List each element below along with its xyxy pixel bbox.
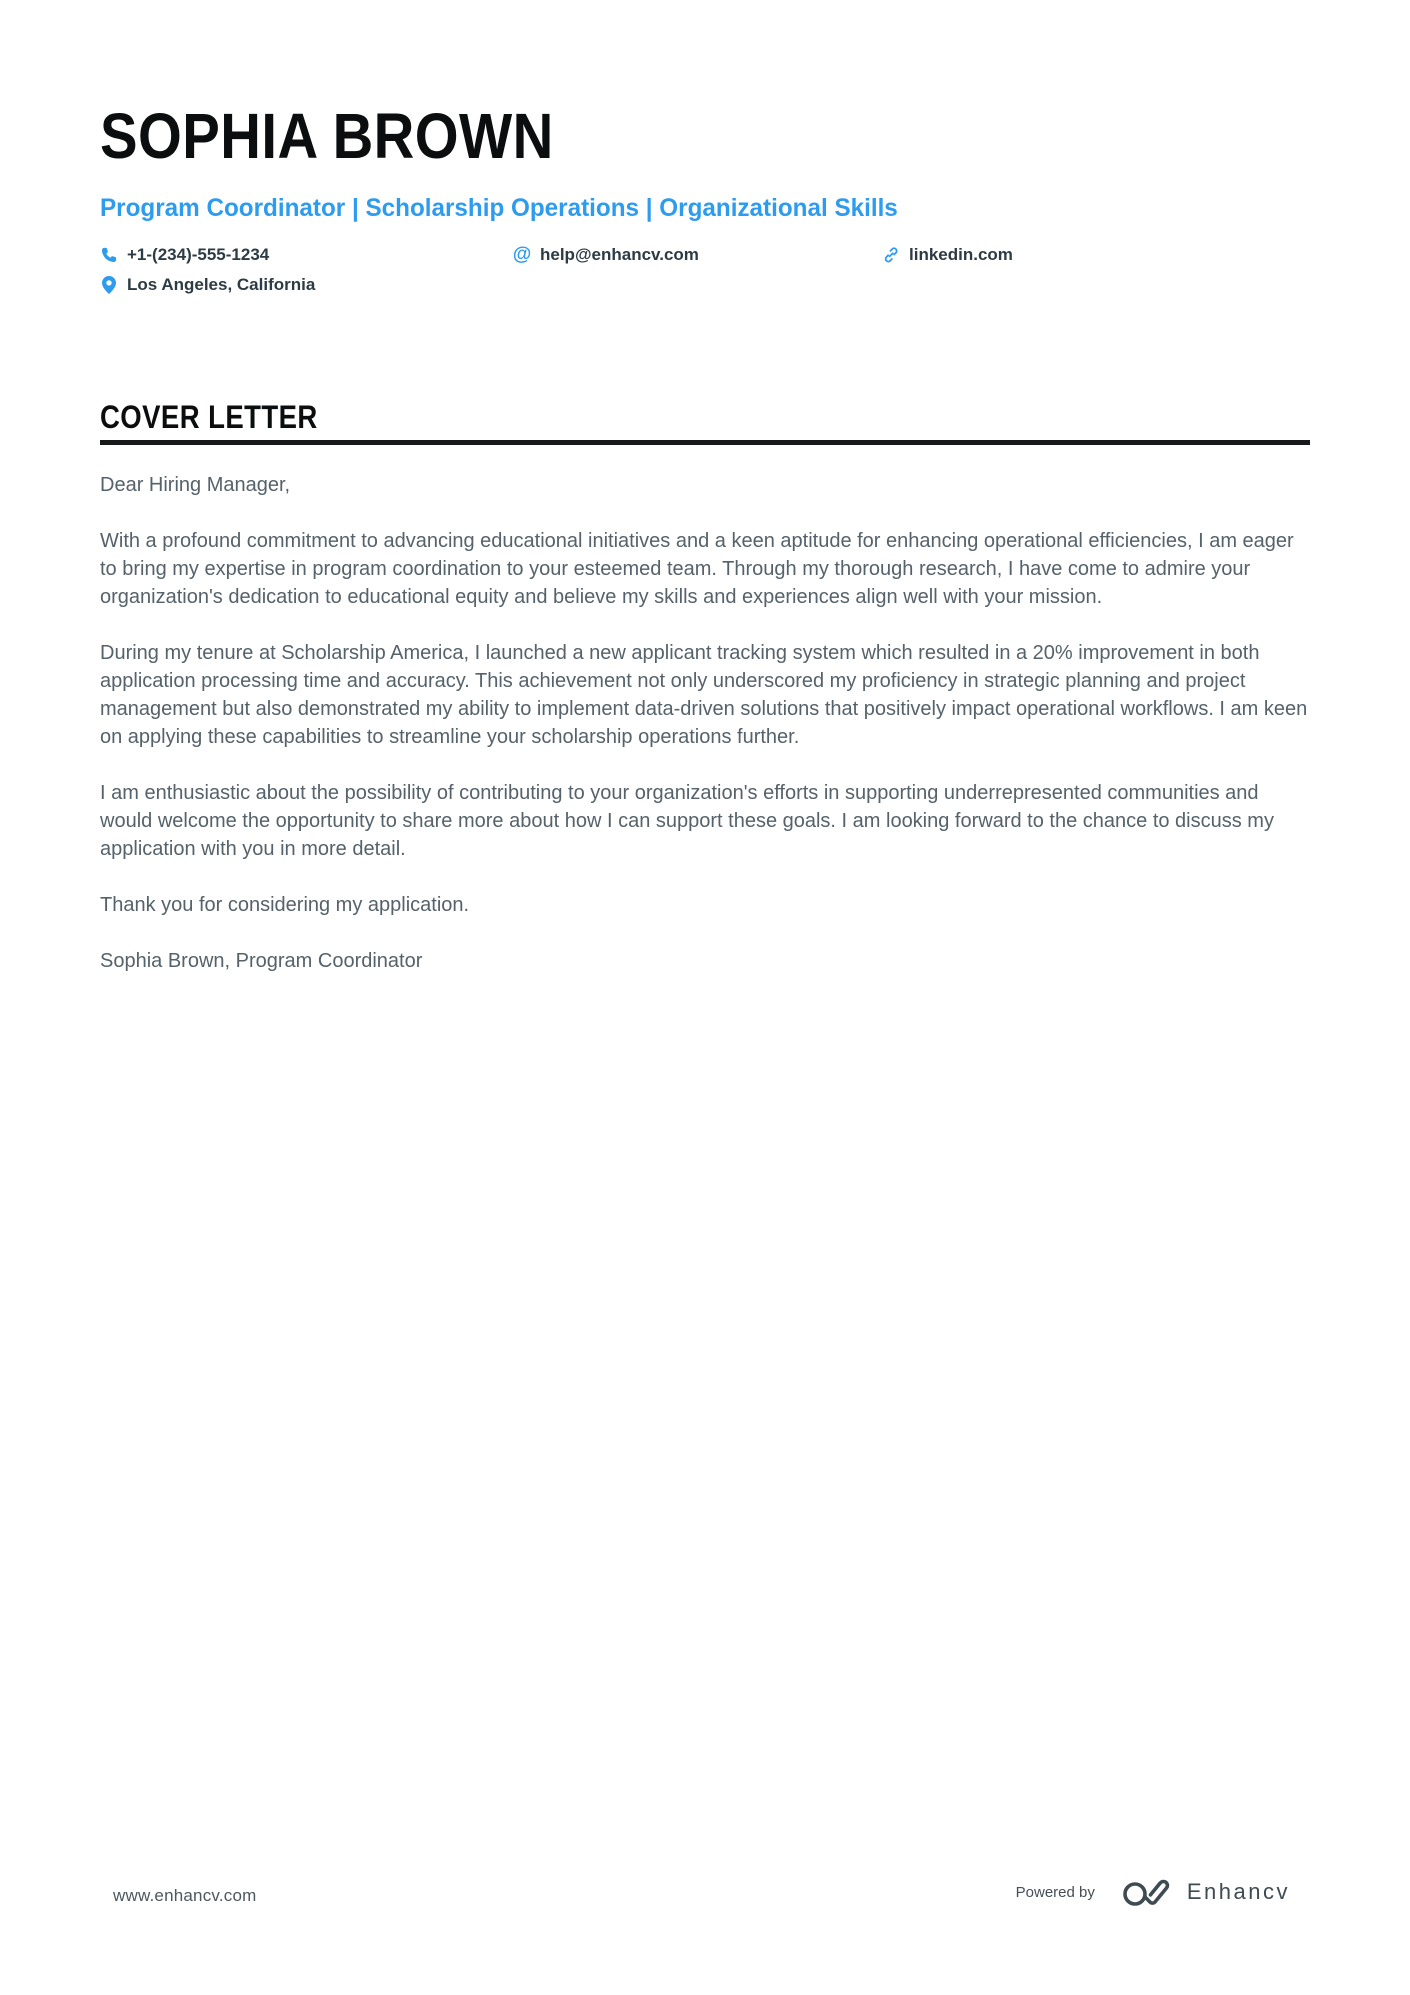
contact-phone-text: +1-(234)-555-1234 [127,245,270,264]
letter-salutation: Dear Hiring Manager, [100,474,291,496]
enhancv-wordmark: Enhancv [1186,1879,1290,1904]
contact-location-text: Los Angeles, California [127,275,316,294]
footer-website: www.enhancv.com [113,1886,257,1905]
contact-row-location [100,270,1310,300]
letter-paragraph-1: With a profound commitment to advancing educational initiatives and a keen aptitude for enhancing operational efficiencies, I am eager to bring my expertise in program coordination to your esteemed team. Through my thorough research, I have come to admire your organization's dedication to educational equity and believe my skills and experiences align well with your mission. [100,530,1294,608]
powered-by-label: Powered by [1015,1883,1095,1901]
contact-phone [100,245,513,265]
contact-email[interactable] [513,245,882,265]
phone-icon [100,245,118,265]
contact-link-text[interactable]: linkedin.com [909,245,1013,264]
footer-branding [1016,1876,1290,1908]
letter-body [100,471,1310,975]
cover-letter-page [0,0,1410,975]
at-icon: @ [512,244,532,265]
letter-signature: Sophia Brown, Program Coordinator [100,950,423,972]
section-heading [100,400,1310,445]
person-name: SOPHIA BROWN [100,100,554,172]
header [100,100,1310,300]
contact-email-text[interactable]: help@enhancv.com [540,245,699,264]
section-heading-text: COVER LETTER [100,399,318,435]
letter-paragraph-2: During my tenure at Scholarship America, I launched a new applicant tracking system which resulted in a 20% improvement in both application processing time and accuracy. This achievement not only underscored my proficiency in strategic planning and project management but also demonstrated my ability to implement data-driven solutions that positively impact operational workflows. I am keen on applying these capabilities to streamline your scholarship operations further. [100,642,1308,748]
contact-link[interactable] [882,245,1013,265]
contact-location [100,275,315,295]
job-title: Program Coordinator | Scholarship Operations | Organizational Skills [100,194,898,222]
enhancv-logo-icon [1123,1876,1175,1908]
location-pin-icon [100,275,118,295]
contact-row [100,240,1310,270]
letter-paragraph-3: I am enthusiastic about the possibility of contributing to your organization's efforts in supporting underrepresented communities and would welcome the opportunity to share more about how I can support these goals. I am looking forward to the chance to discuss my application with you in more detail. [100,782,1274,860]
letter-closing: Thank you for considering my application. [100,894,470,916]
link-icon [882,245,900,265]
